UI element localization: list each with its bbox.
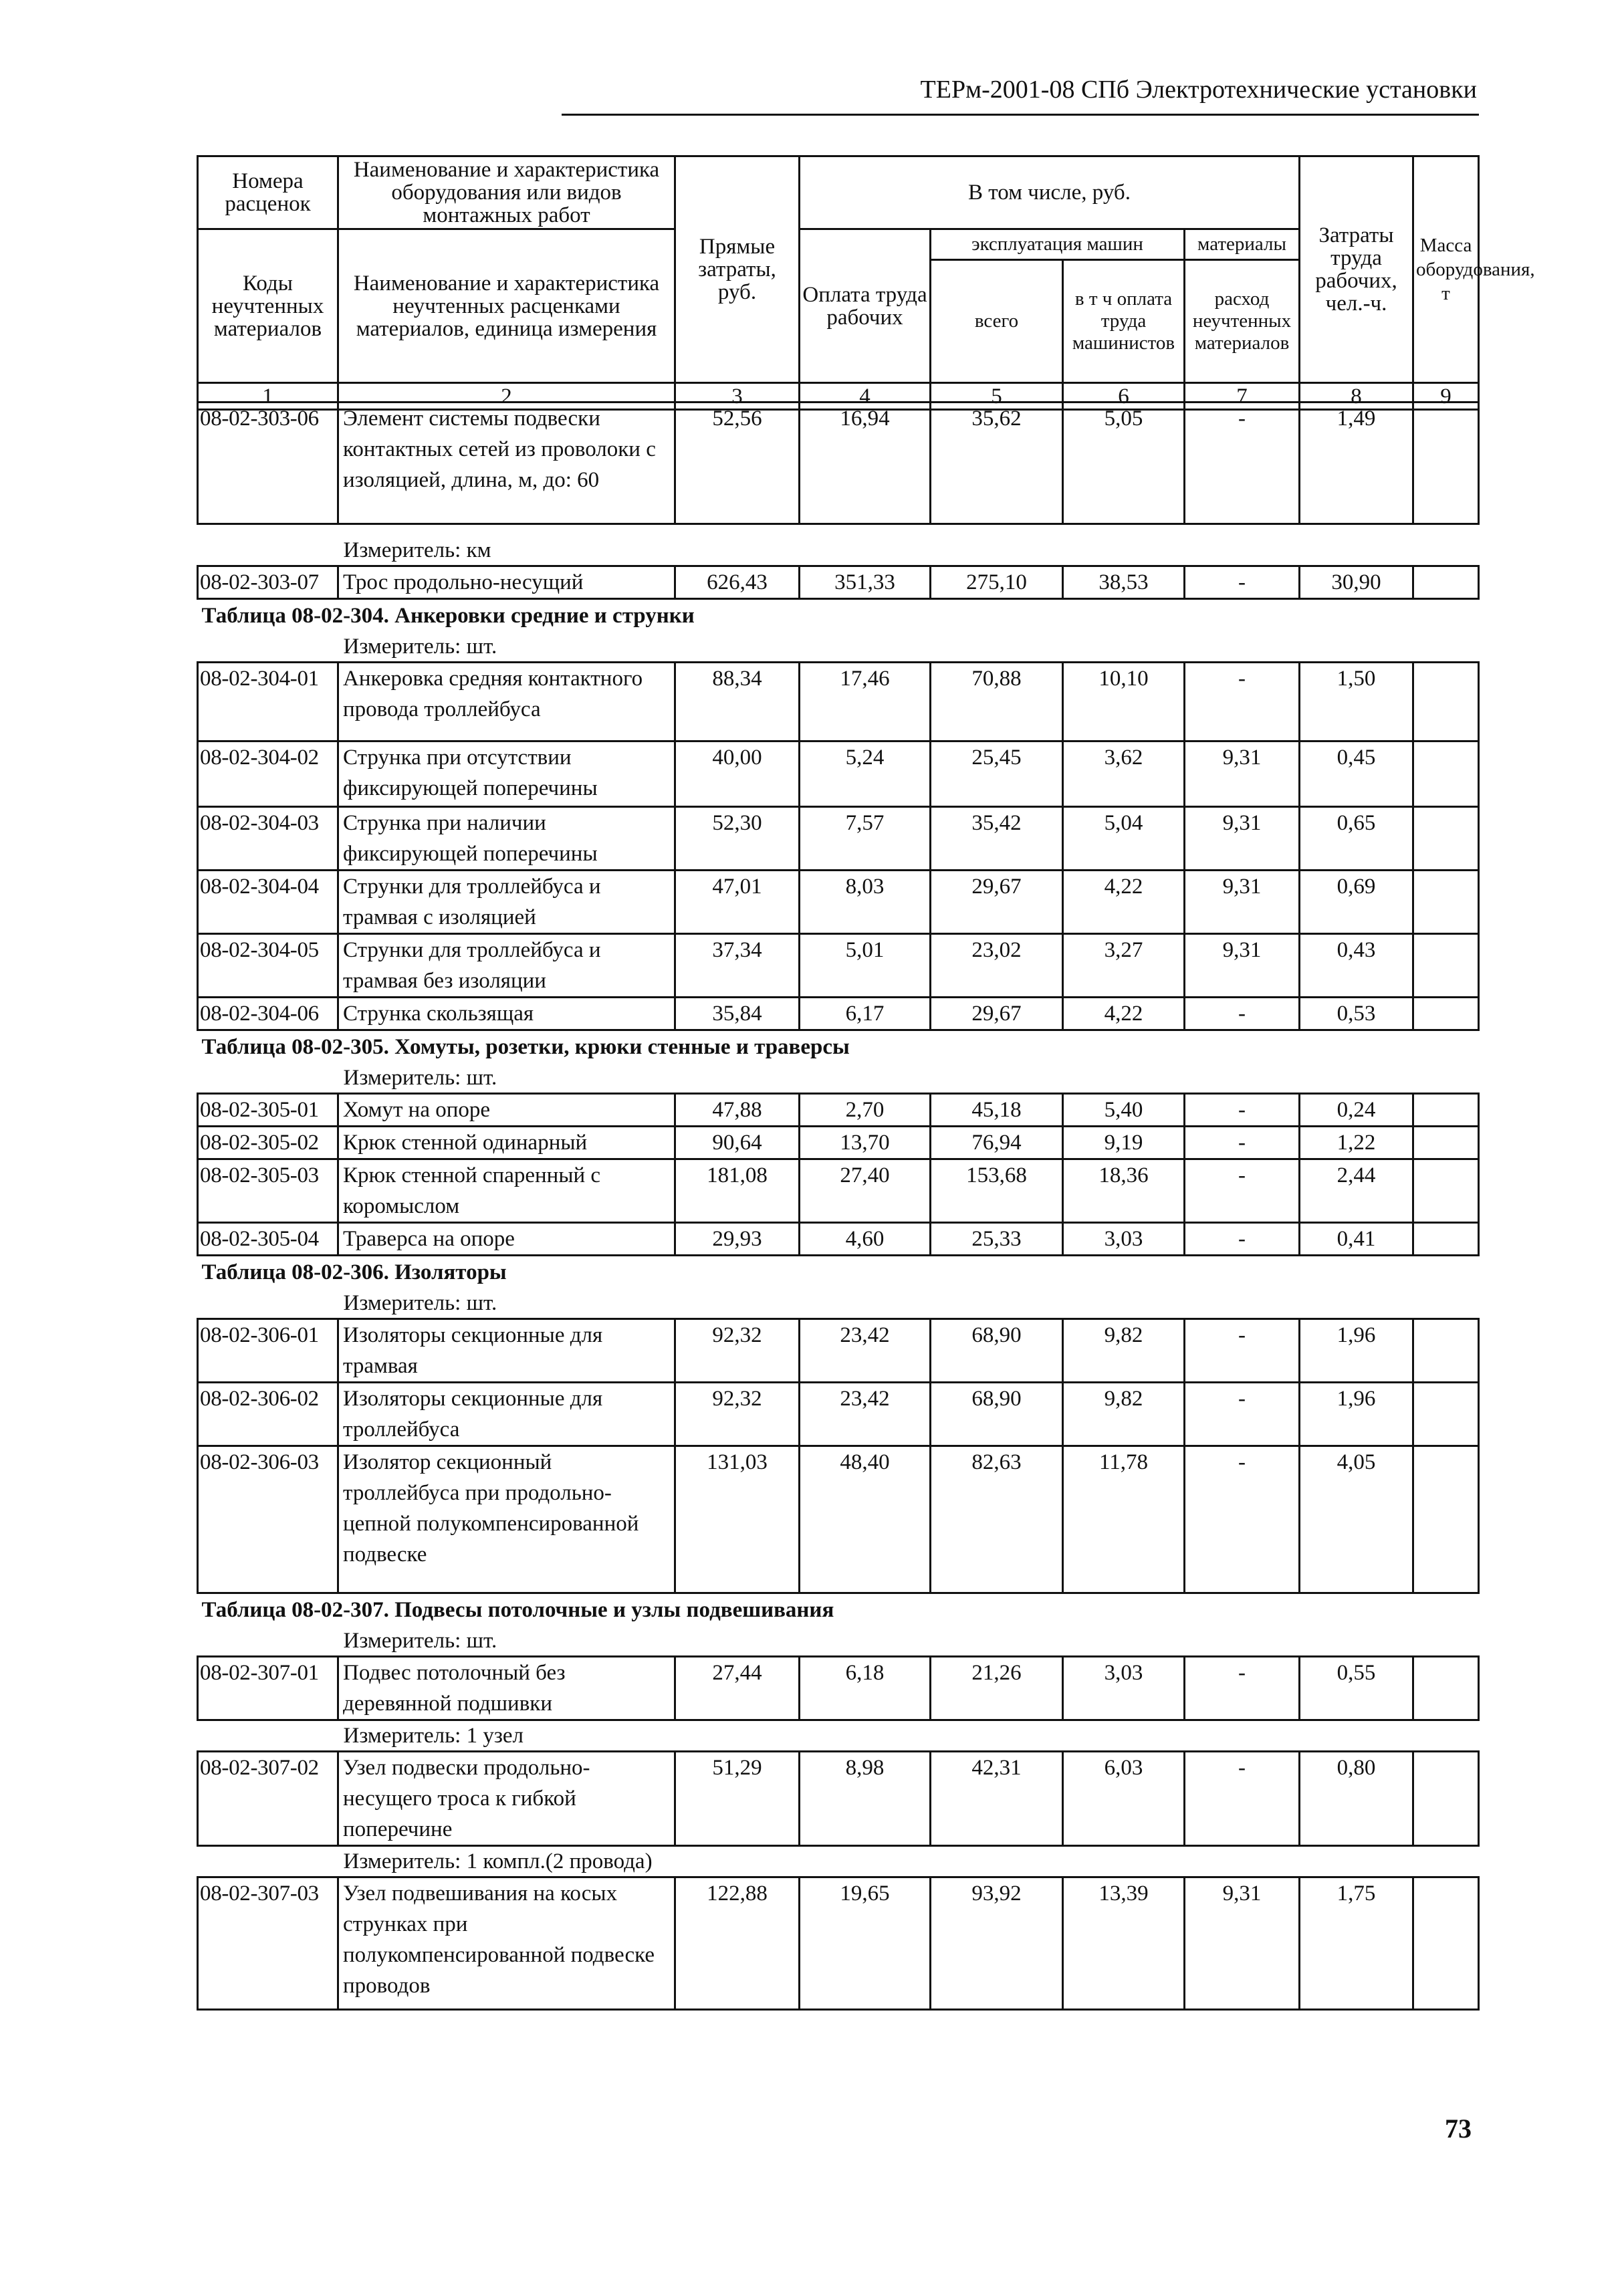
measure-unit: Измеритель: 1 узел [343,1724,524,1748]
direct-costs: 35,84 [675,998,800,1030]
measure-unit-row [198,632,1479,663]
header-mass: Масса оборудования, т [1413,156,1479,383]
direct-costs: 626,43 [675,566,800,599]
section-title-row [198,1593,1479,1627]
rate-code: 08-02-306-03 [198,1446,338,1593]
rate-code: 08-02-307-02 [198,1752,338,1846]
header-machinist-pay: в т ч оплата труда машинистов [1063,260,1185,383]
rate-code: 08-02-306-02 [198,1383,338,1446]
direct-costs: 88,34 [675,663,800,741]
machinist-pay: 3,62 [1063,741,1185,807]
section-title: Таблица 08-02-304. Анкеровки средние и струнки [201,604,695,628]
header-codes-top: Номера расценок [198,156,338,229]
work-name: Изолятор секционный троллейбуса при продольно-цепной полукомпенсированной подвеске [338,1446,675,1593]
rate-code: 08-02-305-02 [198,1127,338,1159]
worker-pay: 16,94 [800,403,931,524]
machinist-pay: 5,05 [1063,403,1185,524]
measure-unit-row [198,1846,1479,1877]
machine-costs-total: 70,88 [931,663,1063,741]
machinist-pay: 13,39 [1063,1877,1185,2010]
table-row [198,1127,1479,1159]
section-title-row [198,1256,1479,1289]
labor-hours: 0,45 [1300,741,1413,807]
rate-code: 08-02-304-06 [198,998,338,1030]
work-name: Изоляторы секционные для троллейбуса [338,1383,675,1446]
header-materials: материалы [1185,229,1300,260]
materials-cost: - [1185,566,1300,599]
section-title-row [198,599,1479,633]
measure-unit-row [198,1720,1479,1752]
header-name-bottom: Наименование и характеристика неучтенных расценками материалов, единица измерения [338,229,675,383]
equipment-mass [1413,1657,1479,1720]
header-col-number: 7 [1185,383,1300,410]
work-name: Элемент системы подвески контактных сетей из проволоки с изоляцией, длина, м, до: 60 [338,403,675,524]
worker-pay: 8,03 [800,871,931,934]
table-row [198,1657,1479,1720]
table-row [198,1752,1479,1846]
equipment-mass [1413,1752,1479,1846]
materials-cost: - [1185,1319,1300,1383]
work-name: Струнка скользящая [338,998,675,1030]
rate-code: 08-02-303-07 [198,566,338,599]
table-row [198,741,1479,807]
equipment-mass [1413,403,1479,524]
materials-cost: 9,31 [1185,807,1300,871]
machinist-pay: 4,22 [1063,871,1185,934]
machinist-pay: 6,03 [1063,1752,1185,1846]
worker-pay: 17,46 [800,663,931,741]
rate-code: 08-02-305-03 [198,1159,338,1223]
work-name: Струнка при отсутствии фиксирующей поперечины [338,741,675,807]
machinist-pay: 38,53 [1063,566,1185,599]
equipment-mass [1413,566,1479,599]
section-title-row [198,1030,1479,1064]
machine-costs-total: 42,31 [931,1752,1063,1846]
table-row [198,1094,1479,1127]
machine-costs-total: 45,18 [931,1094,1063,1127]
measure-unit: Измеритель: шт. [343,635,497,659]
header-col-number: 5 [931,383,1063,410]
section-title: Таблица 08-02-306. Изоляторы [201,1260,507,1284]
worker-pay: 4,60 [800,1223,931,1256]
header-unaccounted-materials: расход неучтенных материалов [1185,260,1300,383]
table-row [198,566,1479,599]
header-col-number: 1 [198,383,338,410]
worker-pay: 48,40 [800,1446,931,1593]
work-name: Подвес потолочный без деревянной подшивки [338,1657,675,1720]
table-row [198,403,1479,524]
machine-costs-total: 275,10 [931,566,1063,599]
labor-hours: 1,96 [1300,1319,1413,1383]
rate-code: 08-02-304-03 [198,807,338,871]
work-name: Узел подвески продольно-несущего троса к гибкой поперечине [338,1752,675,1846]
direct-costs: 181,08 [675,1159,800,1223]
equipment-mass [1413,934,1479,998]
header-col-number: 3 [675,383,800,410]
header-col-number: 8 [1300,383,1413,410]
direct-costs: 29,93 [675,1223,800,1256]
materials-cost: 9,31 [1185,934,1300,998]
measure-unit-row [198,1288,1479,1319]
work-name: Хомут на опоре [338,1094,675,1127]
work-name: Трос продольно-несущий [338,566,675,599]
rate-code: 08-02-303-06 [198,403,338,524]
labor-hours: 1,75 [1300,1877,1413,2010]
equipment-mass [1413,663,1479,741]
equipment-mass [1413,1127,1479,1159]
materials-cost: - [1185,1159,1300,1223]
header-codes-bottom: Коды неучтенных материалов [198,229,338,383]
labor-hours: 1,50 [1300,663,1413,741]
header-col-number: 4 [800,383,931,410]
machine-costs-total: 25,45 [931,741,1063,807]
rate-code: 08-02-304-02 [198,741,338,807]
direct-costs: 52,30 [675,807,800,871]
direct-costs: 52,56 [675,403,800,524]
rates-table [197,401,1480,2011]
header-name-top: Наименование и характеристика оборудования или видов монтажных работ [338,156,675,229]
table-row [198,1383,1479,1446]
machine-costs-total: 68,90 [931,1383,1063,1446]
page-number: 73 [1445,2113,1472,2144]
machinist-pay: 3,03 [1063,1657,1185,1720]
worker-pay: 6,17 [800,998,931,1030]
rate-code: 08-02-304-04 [198,871,338,934]
machinist-pay: 9,19 [1063,1127,1185,1159]
table-row [198,1223,1479,1256]
measure-unit: Измеритель: 1 компл.(2 провода) [343,1849,653,1873]
header-machine-operation: эксплуатация машин [931,229,1185,260]
materials-cost: - [1185,998,1300,1030]
header-col-number: 9 [1413,383,1479,410]
running-header: ТЕРм-2001-08 СПб Электротехнические установки [920,76,1477,104]
labor-hours: 1,96 [1300,1383,1413,1446]
machinist-pay: 5,04 [1063,807,1185,871]
machinist-pay: 3,03 [1063,1223,1185,1256]
machine-costs-total: 68,90 [931,1319,1063,1383]
labor-hours: 0,24 [1300,1094,1413,1127]
table-row [198,998,1479,1030]
work-name: Струнка при наличии фиксирующей поперечины [338,807,675,871]
header-col-number: 2 [338,383,675,410]
machine-costs-total: 35,62 [931,403,1063,524]
materials-cost: - [1185,1094,1300,1127]
worker-pay: 27,40 [800,1159,931,1223]
measure-unit: Измеритель: км [343,538,491,562]
table-row [198,1877,1479,2010]
materials-cost: - [1185,1657,1300,1720]
materials-cost: 9,31 [1185,741,1300,807]
worker-pay: 351,33 [800,566,931,599]
labor-hours: 30,90 [1300,566,1413,599]
machinist-pay: 9,82 [1063,1383,1185,1446]
labor-hours: 0,65 [1300,807,1413,871]
labor-hours: 0,53 [1300,998,1413,1030]
rate-code: 08-02-307-03 [198,1877,338,2010]
section-title: Таблица 08-02-307. Подвесы потолочные и узлы подвешивания [201,1598,834,1622]
equipment-mass [1413,998,1479,1030]
measure-unit-row [198,1063,1479,1094]
work-name: Крюк стенной спаренный с коромыслом [338,1159,675,1223]
rate-code: 08-02-307-01 [198,1657,338,1720]
machinist-pay: 3,27 [1063,934,1185,998]
machinist-pay: 11,78 [1063,1446,1185,1593]
labor-hours: 0,55 [1300,1657,1413,1720]
rate-code: 08-02-305-01 [198,1094,338,1127]
machine-costs-total: 93,92 [931,1877,1063,2010]
worker-pay: 2,70 [800,1094,931,1127]
machinist-pay: 5,40 [1063,1094,1185,1127]
machinist-pay: 4,22 [1063,998,1185,1030]
direct-costs: 122,88 [675,1877,800,2010]
table-row [198,1319,1479,1383]
work-name: Струнки для троллейбуса и трамвая без изоляции [338,934,675,998]
table-row [198,663,1479,741]
worker-pay: 7,57 [800,807,931,871]
labor-hours: 0,80 [1300,1752,1413,1846]
direct-costs: 90,64 [675,1127,800,1159]
machinist-pay: 18,36 [1063,1159,1185,1223]
labor-hours: 2,44 [1300,1159,1413,1223]
worker-pay: 8,98 [800,1752,931,1846]
equipment-mass [1413,1446,1479,1593]
table-row [198,807,1479,871]
header-col-number: 6 [1063,383,1185,410]
equipment-mass [1413,1159,1479,1223]
worker-pay: 23,42 [800,1319,931,1383]
worker-pay: 6,18 [800,1657,931,1720]
machine-costs-total: 29,67 [931,871,1063,934]
work-name: Узел подвешивания на косых струнках при полукомпенсированной подвеске проводов [338,1877,675,2010]
machine-costs-total: 29,67 [931,998,1063,1030]
labor-hours: 1,49 [1300,403,1413,524]
equipment-mass [1413,1223,1479,1256]
measure-unit-row [198,1626,1479,1657]
work-name: Струнки для троллейбуса и трамвая с изоляцией [338,871,675,934]
header-direct-costs: Прямые затраты, руб. [675,156,800,383]
direct-costs: 37,34 [675,934,800,998]
table-header [197,155,1535,411]
header-rule [562,114,1479,116]
materials-cost: - [1185,403,1300,524]
table-row [198,934,1479,998]
worker-pay: 19,65 [800,1877,931,2010]
machine-costs-total: 82,63 [931,1446,1063,1593]
header-machines-total: всего [931,260,1063,383]
measure-unit: Измеритель: шт. [343,1066,497,1090]
materials-cost: - [1185,1127,1300,1159]
equipment-mass [1413,1094,1479,1127]
machine-costs-total: 153,68 [931,1159,1063,1223]
rate-code: 08-02-305-04 [198,1223,338,1256]
machine-costs-total: 76,94 [931,1127,1063,1159]
machine-costs-total: 23,02 [931,934,1063,998]
equipment-mass [1413,1319,1479,1383]
table-row [198,1159,1479,1223]
work-name: Изоляторы секционные для трамвая [338,1319,675,1383]
table-row [198,871,1479,934]
equipment-mass [1413,1383,1479,1446]
materials-cost: 9,31 [1185,1877,1300,2010]
rate-code: 08-02-306-01 [198,1319,338,1383]
worker-pay: 5,01 [800,934,931,998]
equipment-mass [1413,807,1479,871]
worker-pay: 5,24 [800,741,931,807]
materials-cost: - [1185,1446,1300,1593]
direct-costs: 92,32 [675,1383,800,1446]
table-row [198,1446,1479,1593]
worker-pay: 13,70 [800,1127,931,1159]
materials-cost: - [1185,1223,1300,1256]
labor-hours: 1,22 [1300,1127,1413,1159]
equipment-mass [1413,1877,1479,2010]
direct-costs: 40,00 [675,741,800,807]
section-title: Таблица 08-02-305. Хомуты, розетки, крюки стенные и траверсы [201,1035,850,1059]
rate-code: 08-02-304-05 [198,934,338,998]
worker-pay: 23,42 [800,1383,931,1446]
labor-hours: 0,69 [1300,871,1413,934]
measure-unit: Измеритель: шт. [343,1291,497,1315]
equipment-mass [1413,741,1479,807]
materials-cost: - [1185,1752,1300,1846]
labor-hours: 4,05 [1300,1446,1413,1593]
header-including: В том числе, руб. [800,156,1300,229]
rate-code: 08-02-304-01 [198,663,338,741]
machine-costs-total: 35,42 [931,807,1063,871]
machinist-pay: 9,82 [1063,1319,1185,1383]
direct-costs: 131,03 [675,1446,800,1593]
machine-costs-total: 25,33 [931,1223,1063,1256]
measure-unit-row [198,536,1479,566]
materials-cost: - [1185,663,1300,741]
equipment-mass [1413,871,1479,934]
materials-cost: 9,31 [1185,871,1300,934]
direct-costs: 51,29 [675,1752,800,1846]
machine-costs-total: 21,26 [931,1657,1063,1720]
header-labor-hours: Затраты труда рабочих, чел.-ч. [1300,156,1413,383]
work-name: Крюк стенной одинарный [338,1127,675,1159]
direct-costs: 47,88 [675,1094,800,1127]
labor-hours: 0,41 [1300,1223,1413,1256]
direct-costs: 27,44 [675,1657,800,1720]
header-worker-pay: Оплата труда рабочих [800,229,931,383]
direct-costs: 92,32 [675,1319,800,1383]
materials-cost: - [1185,1383,1300,1446]
work-name: Анкеровка средняя контактного провода троллейбуса [338,663,675,741]
machinist-pay: 10,10 [1063,663,1185,741]
direct-costs: 47,01 [675,871,800,934]
labor-hours: 0,43 [1300,934,1413,998]
work-name: Траверса на опоре [338,1223,675,1256]
measure-unit: Измеритель: шт. [343,1629,497,1653]
